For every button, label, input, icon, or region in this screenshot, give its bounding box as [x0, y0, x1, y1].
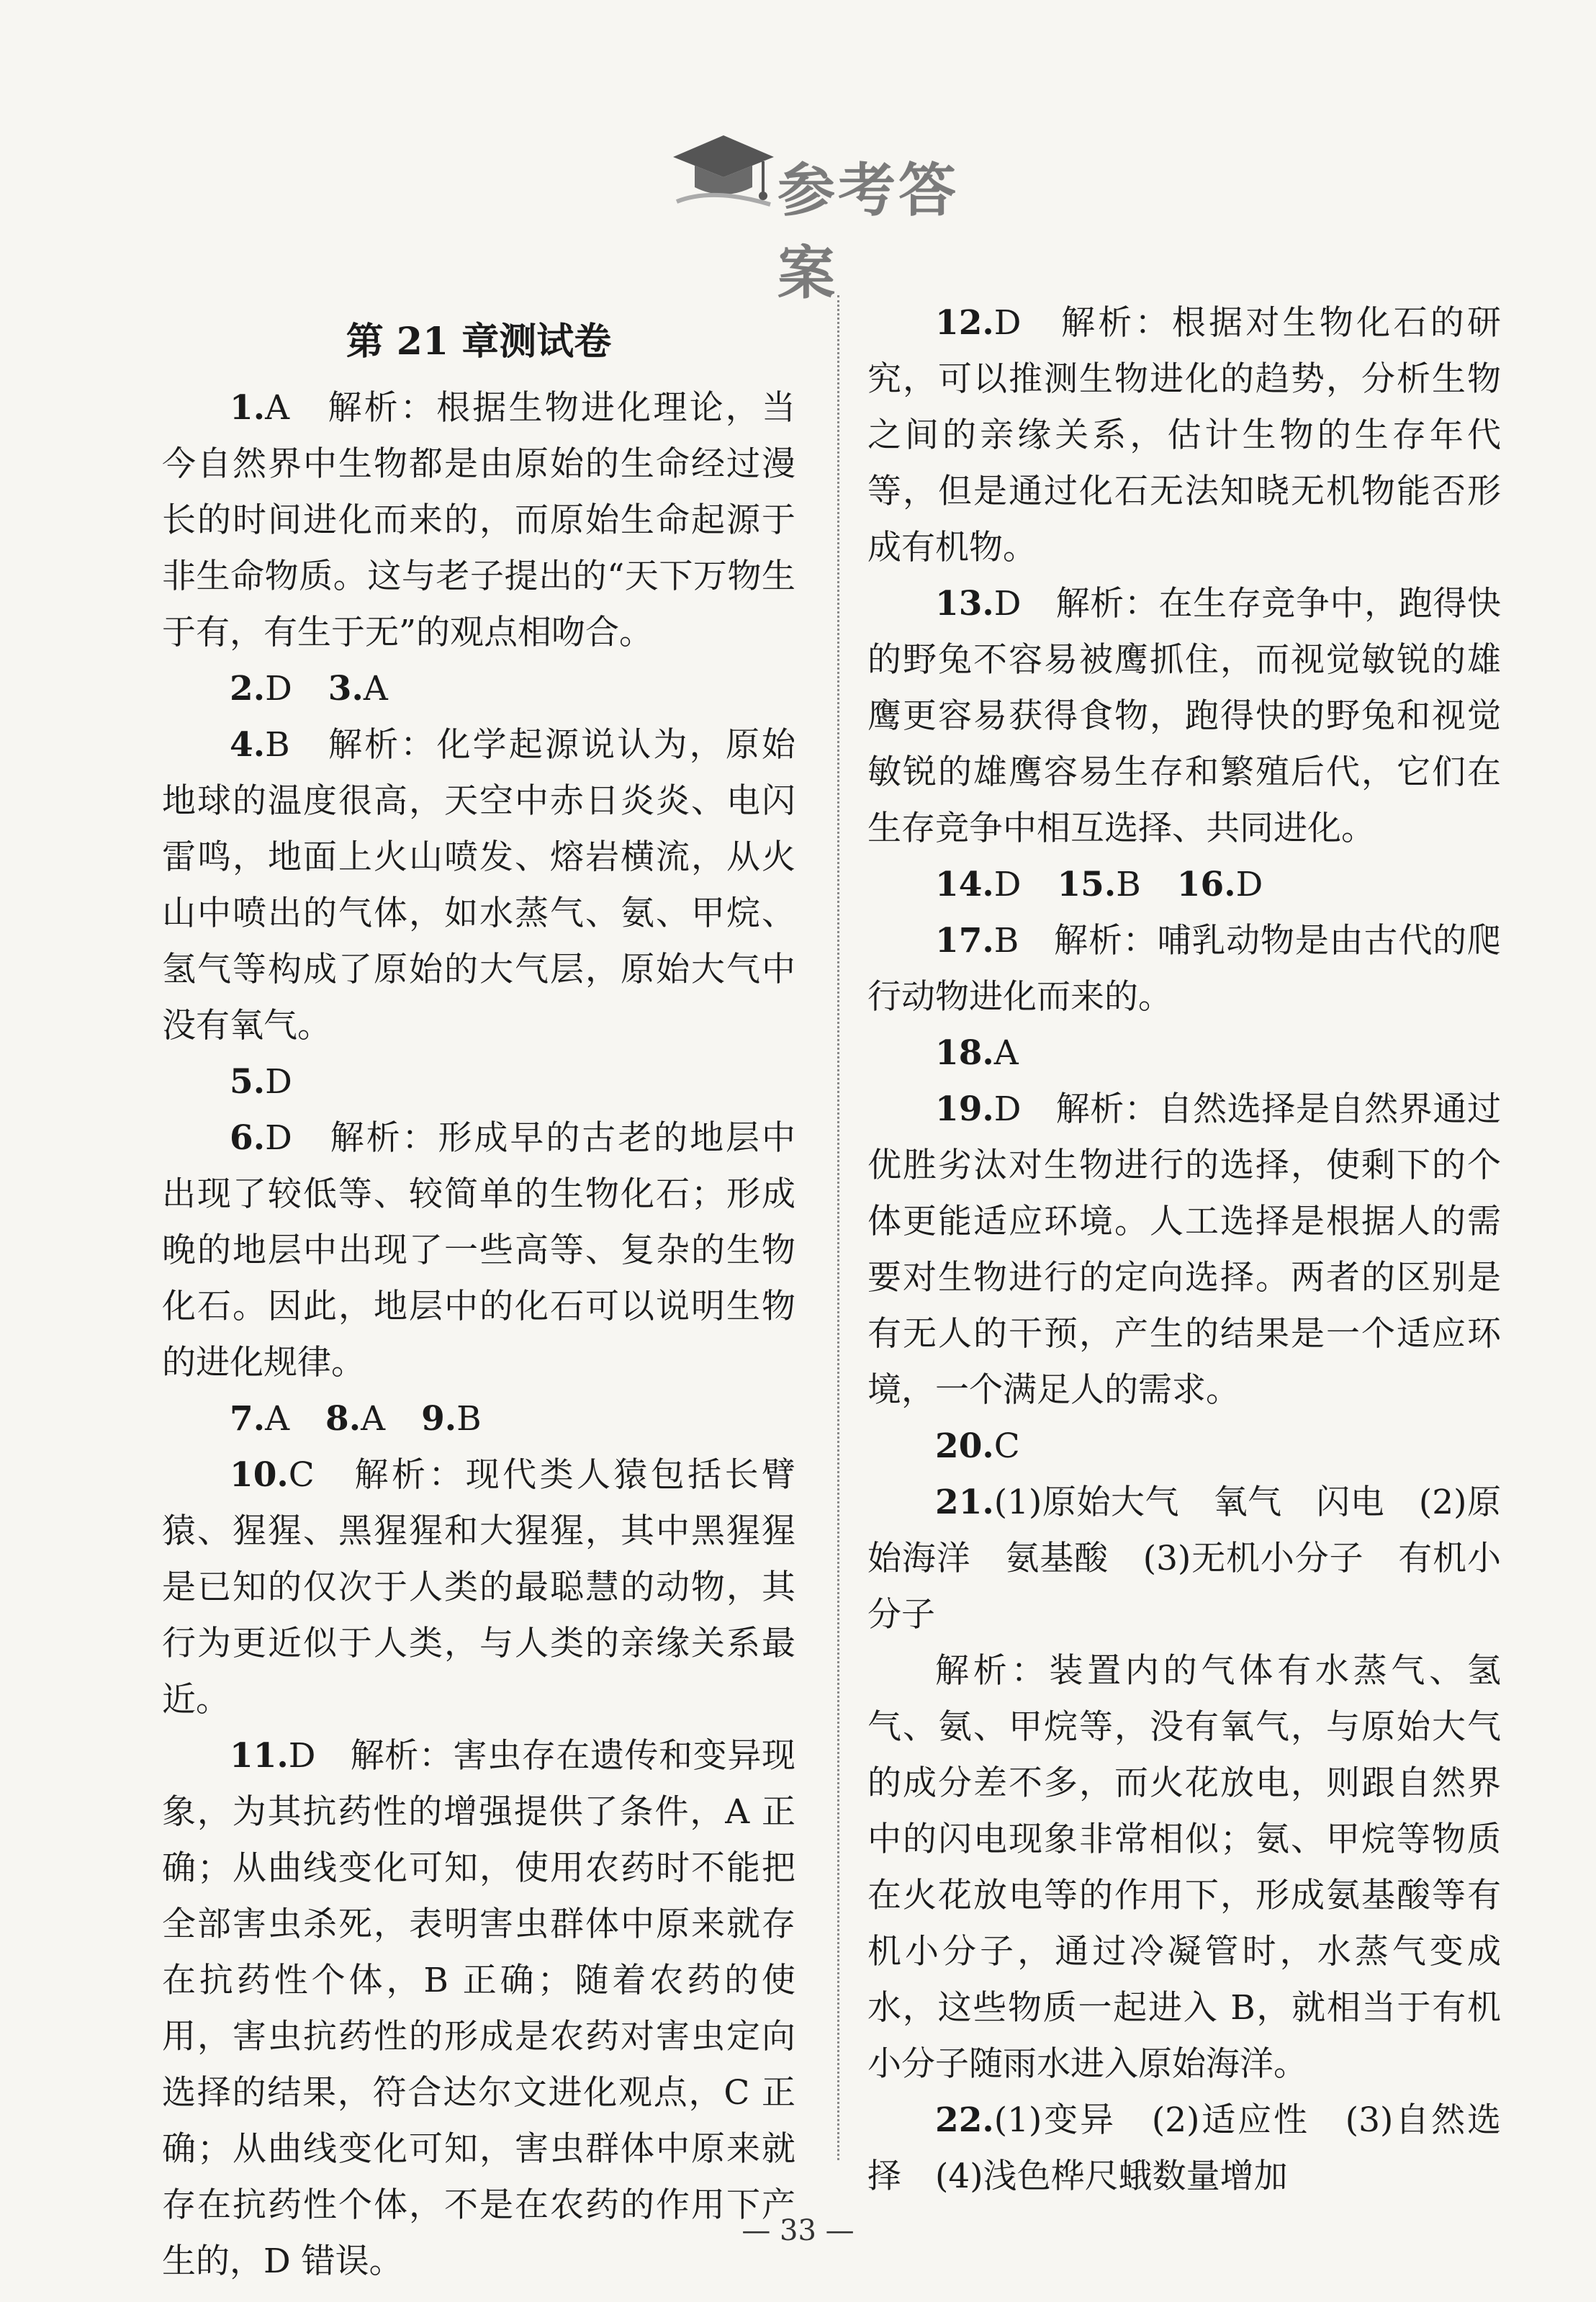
page-title: 参考答案 — [777, 157, 959, 307]
graduation-cap-icon — [669, 130, 777, 216]
answer-19: 19.D 解析：自然选择是自然界通过优胜劣汰对生物进行的选择，使剩下的个体更能适应环境。人工选择是根据人的需要对生物进行的定向选择。两者的区别是有无人的干预，产生的结果是一个适应环境，一个满足人的需求。 — [867, 1089, 1501, 1410]
answer-21-analysis: 解析：装置内的气体有水蒸气、氢气、氨、甲烷等，没有氧气，与原始大气的成分差不多，而火花放电，则跟自然界中的闪电现象非常相似；氨、甲烷等物质在火花放电等的作用下，形成氨基酸等有机小分子，通过冷凝管时，水蒸气变成水，这些物质一起进入 B，就相当于有机小分子随雨水进入原始海洋。 — [867, 1651, 1501, 2084]
right-column — [867, 295, 1501, 2205]
answer-4: 4.B 解析：化学起源说认为，原始地球的温度很高，天空中赤日炎炎、电闪雷鸣，地面上火山喷发、熔岩横流，从火山中喷出的气体，如水蒸气、氨、甲烷、氢气等构成了原始的大气层，原始大气中没有氧气。 — [162, 725, 795, 1046]
answer-18: 18.A — [935, 1033, 1019, 1073]
answer-7-9: 7.A 8.A 9.B — [230, 1399, 482, 1439]
left-column — [162, 288, 795, 2290]
page-number: — 33 — — [741, 2214, 855, 2247]
answer-10: 10.C 解析：现代类人猿包括长臂猿、猩猩、黑猩猩和大猩猩，其中黑猩猩是已知的仅次于人类的最聪慧的动物，其行为更近似于人类，与人类的亲缘关系最近。 — [162, 1455, 795, 1719]
answer-17: 17.B 解析：哺乳动物是由古代的爬行动物进化而来的。 — [867, 921, 1501, 1017]
page-header — [669, 122, 1001, 307]
answer-11: 11.D 解析：害虫存在遗传和变异现象，为其抗药性的增强提供了条件，A 正确；从曲线变化可知，使用农药时不能把全部害虫杀死，表明害虫群体中原来就存在抗药性个体，B 正确；随着农药的使用，害虫抗药性的形成是农药对害虫定向选择的结果，符合达尔文进化观点，C 正确；从曲线变化可知，害虫群体中原来就存在抗药性个体，不是在农药的作用下产生的，D 错误。 — [162, 1736, 795, 2281]
answer-22: 22.(1)变异 (2)适应性 (3)自然选择 (4)浅色桦尺蛾数量增加 — [867, 2100, 1501, 2196]
column-divider — [837, 295, 839, 2160]
answer-21: 21.(1)原始大气 氧气 闪电 (2)原始海洋 氨基酸 (3)无机小分子 有机小分子 — [867, 1483, 1501, 1635]
answer-5: 5.D — [230, 1062, 292, 1102]
answer-13: 13.D 解析：在生存竞争中，跑得快的野兔不容易被鹰抓住，而视觉敏锐的雄鹰更容易获得食物，跑得快的野兔和视觉敏锐的雄鹰容易生存和繁殖后代，它们在生存竞争中相互选择、共同进化。 — [867, 584, 1501, 848]
answer-6: 6.D 解析：形成早的古老的地层中出现了较低等、较简单的生物化石；形成晚的地层中出现了一些高等、复杂的生物化石。因此，地层中的化石可以说明生物的进化规律。 — [162, 1118, 795, 1382]
answer-14-16: 14.D 15.B 16.D — [935, 865, 1263, 904]
answer-20: 20.C — [935, 1426, 1020, 1466]
answer-12: 12.D 解析：根据对生物化石的研究，可以推测生物进化的趋势，分析生物之间的亲缘关系，估计生物的生存年代等，但是通过化石无法知晓无机物能否形成有机物。 — [867, 303, 1501, 567]
chapter-title: 第 21 章测试卷 — [346, 320, 612, 364]
answer-1: 1.A 解析：根据生物进化理论，当今自然界中生物都是由原始的生命经过漫长的时间进化而来的，而原始生命起源于非生命物质。这与老子提出的“天下万物生于有，有生于无”的观点相吻合。 — [162, 388, 795, 652]
answer-2-3: 2.D 3.A — [230, 669, 388, 709]
